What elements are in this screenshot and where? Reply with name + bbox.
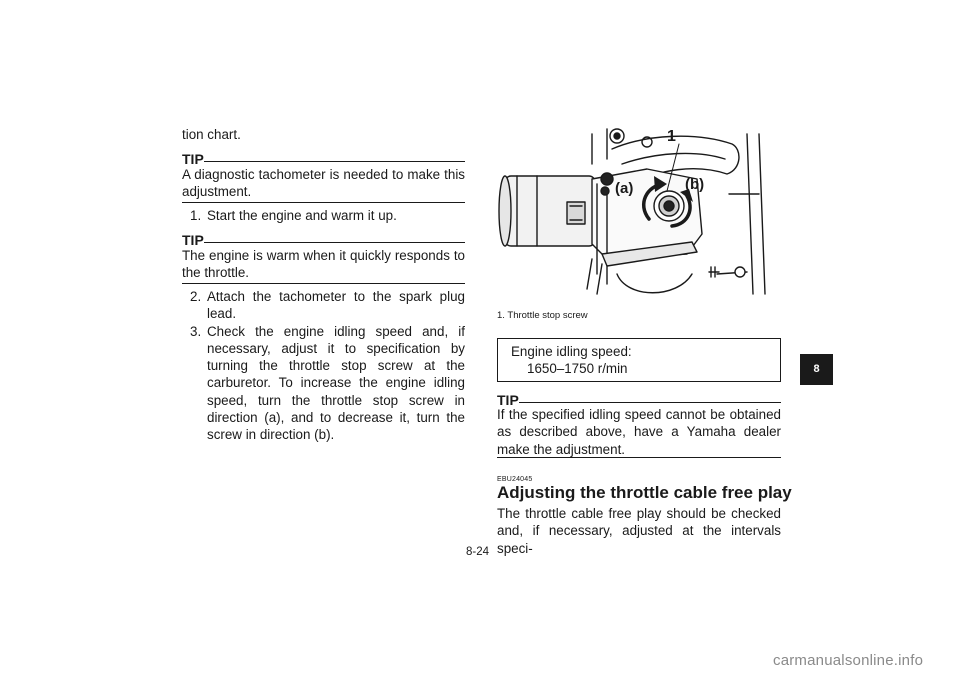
chapter-tab: 8: [800, 354, 833, 385]
section-title: Adjusting the throttle cable free play: [497, 483, 792, 502]
section-id: EBU24045: [497, 476, 533, 483]
tip-rule: [519, 402, 781, 403]
step-text: Attach the tachometer to the spark plug lead.: [207, 289, 465, 322]
step-item: [182, 323, 465, 444]
direction-b-label: (b): [685, 176, 705, 193]
step-number: 1.: [190, 208, 202, 223]
tip-text: The engine is warm when it quickly responds to the throttle.: [182, 248, 465, 281]
spec-value: 1650–1750 r/min: [527, 361, 628, 376]
tip-end-rule: [182, 202, 465, 203]
page-number: 8-24: [466, 546, 490, 558]
steps-list-2: [182, 288, 465, 444]
tip-label: TIP: [182, 151, 204, 167]
carburetor-illustration: [497, 124, 781, 299]
section-text: The throttle cable free play should be checked and, if necessary, adjusted at the intervals speci-: [497, 506, 781, 556]
step-number: 3.: [190, 323, 202, 339]
watermark: carmanualsonline.info: [773, 652, 924, 669]
step-text: Check the engine idling speed and, if necessary, adjust it to specification by turning the throttle stop screw at the carburetor. To increase the engine idling speed, turn the throttle stop screw in direction (a), and to decrease it, turn the screw in direction (b).: [207, 323, 465, 443]
spec-box: [497, 338, 781, 382]
tip-label: TIP: [497, 392, 519, 408]
step-item: [182, 207, 465, 224]
spec-label: Engine idling speed:: [511, 344, 632, 359]
figure-caption: 1. Throttle stop screw: [497, 310, 588, 321]
throttle-screw-figure: [497, 124, 781, 299]
steps-list-1: [182, 207, 465, 224]
tip-end-rule: [497, 457, 781, 458]
tip-rule: [204, 161, 465, 162]
callout-number: 1: [667, 128, 676, 145]
step-number: 2.: [190, 289, 202, 304]
tip-rule: [204, 242, 465, 243]
intro-text: tion chart.: [182, 127, 241, 142]
step-text: Start the engine and warm it up.: [207, 208, 397, 223]
tip-text: If the specified idling speed cannot be obtained as described above, have a Yamaha dealer make the adjustment.: [497, 407, 781, 457]
direction-a-label: (a): [615, 180, 634, 197]
tip-end-rule: [182, 283, 465, 284]
tip-text: A diagnostic tachometer is needed to make this adjustment.: [182, 167, 465, 200]
tip-label: TIP: [182, 232, 204, 248]
step-item: [182, 288, 465, 323]
